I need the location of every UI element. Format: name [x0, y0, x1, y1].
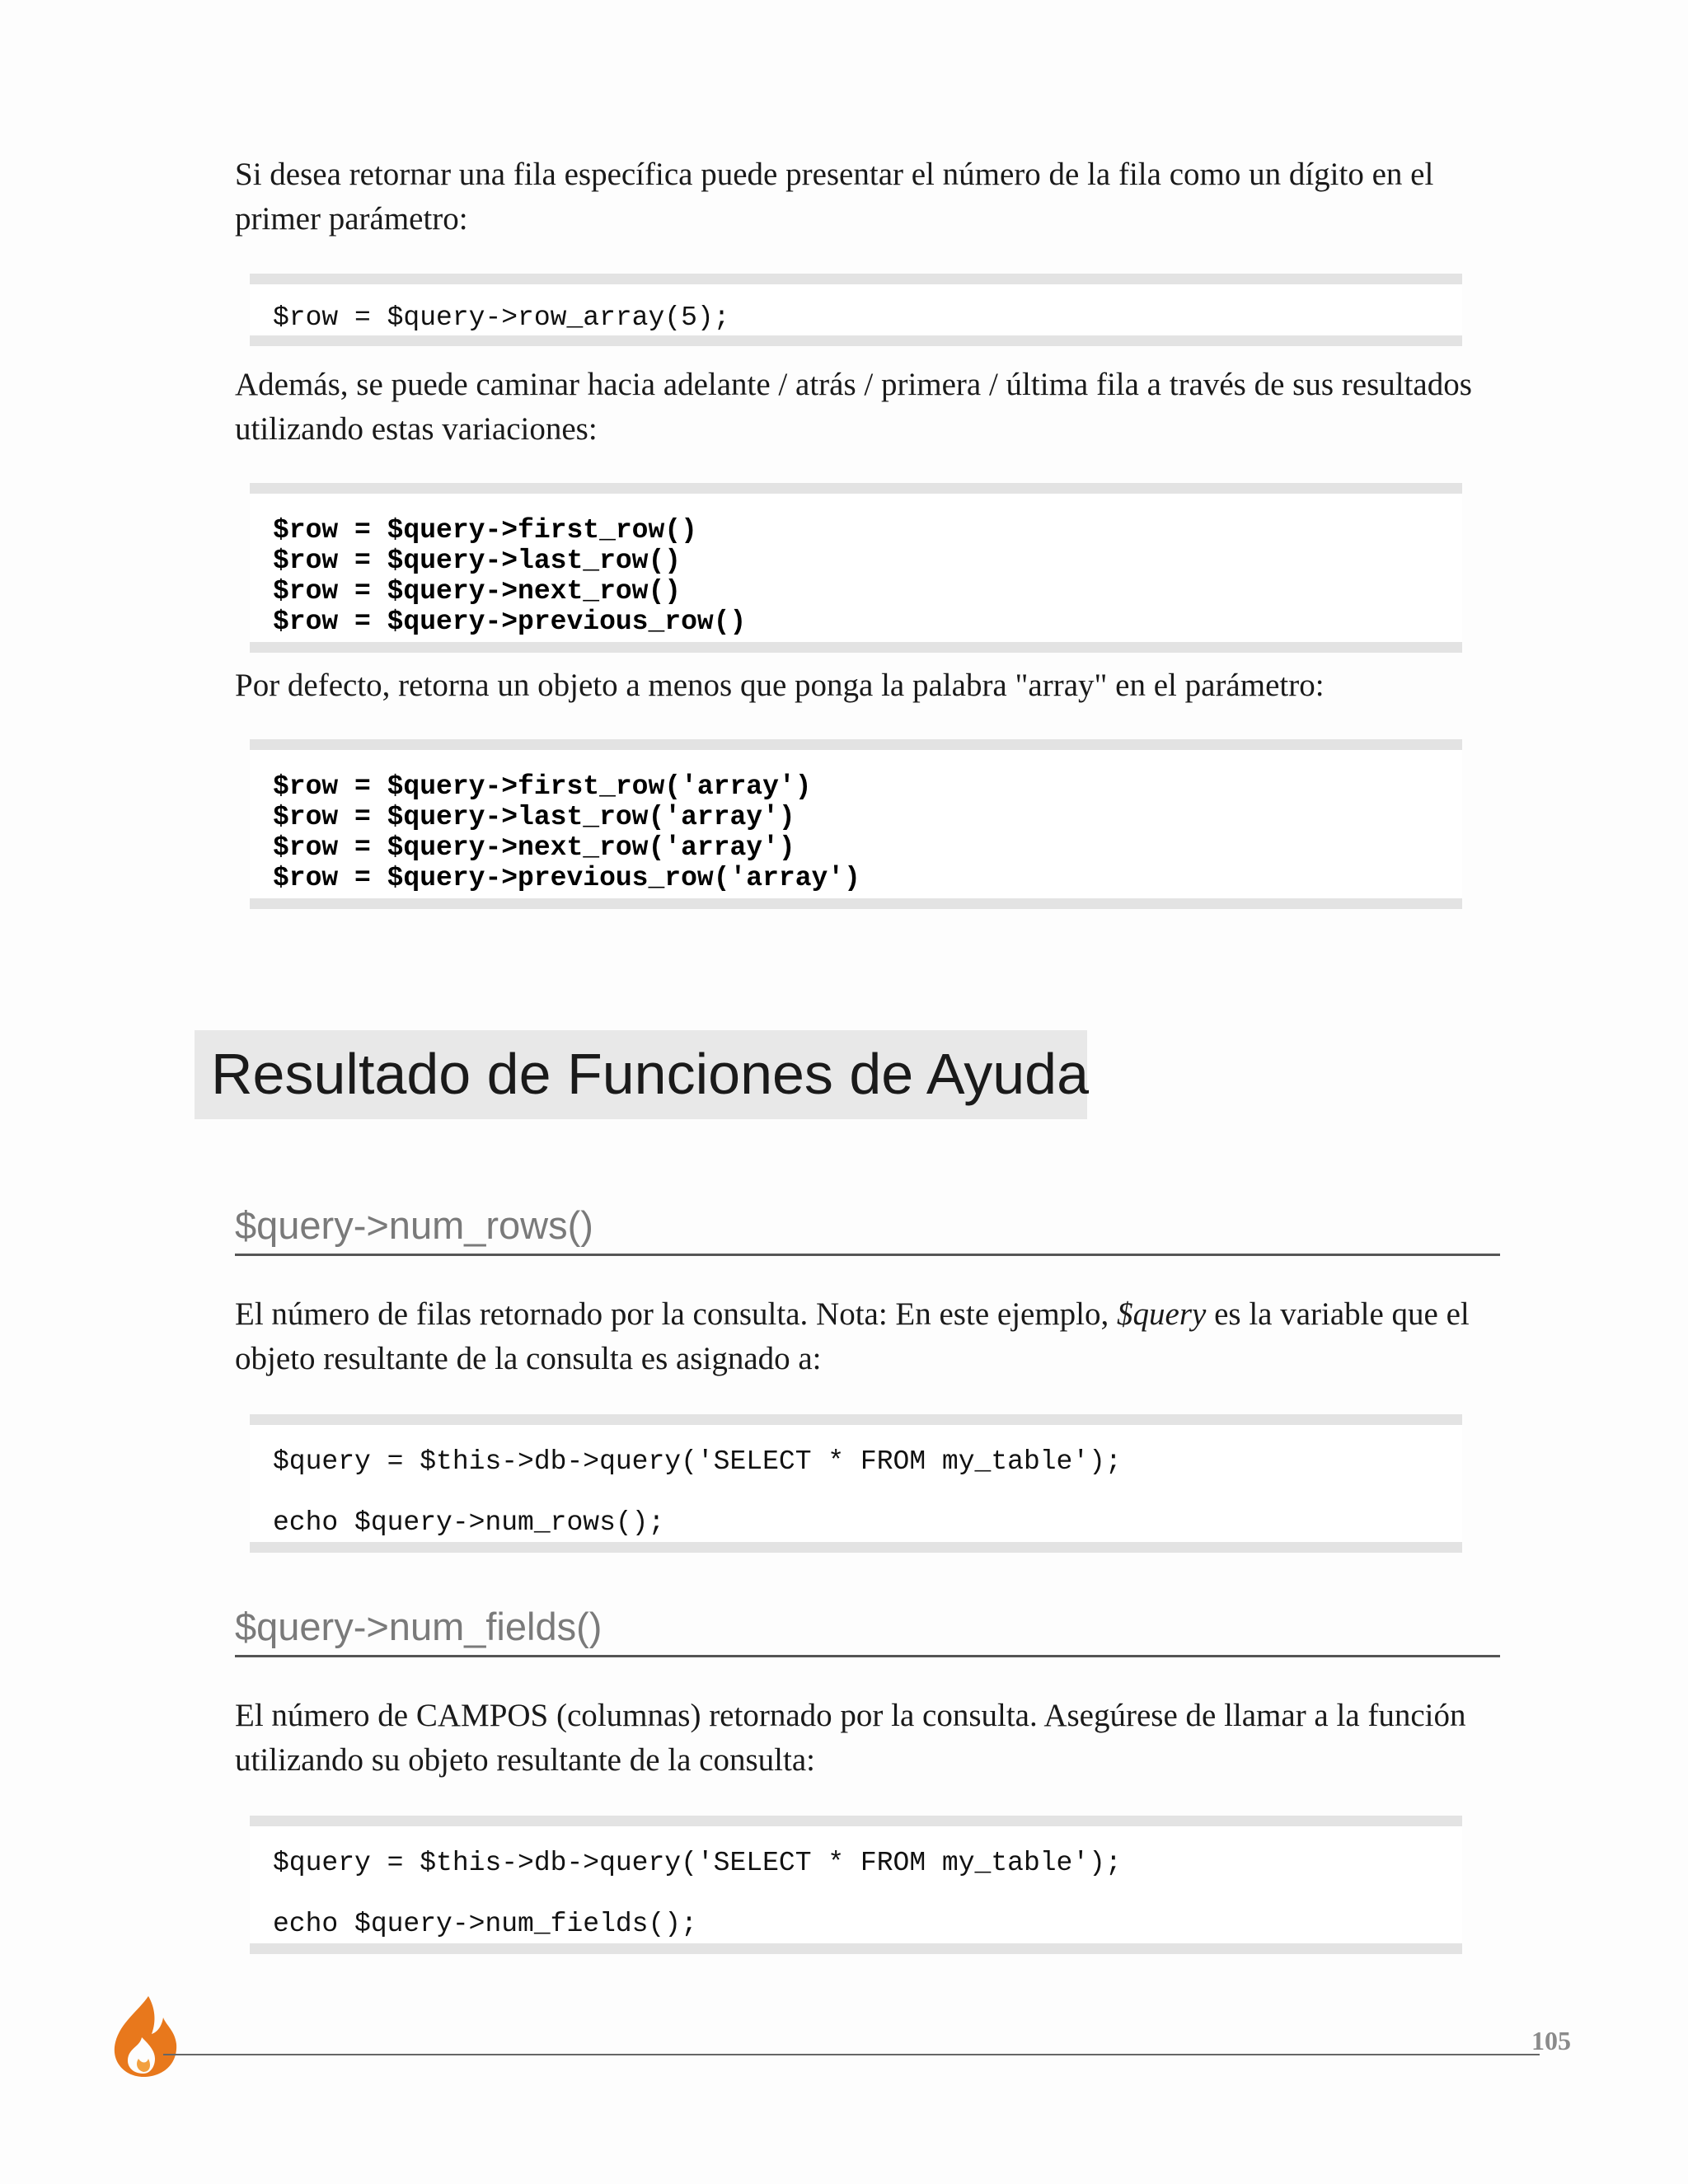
page-number: 105 — [1531, 2026, 1571, 2055]
heading-num-rows: $query->num_rows() — [235, 1201, 1500, 1256]
code-line — [273, 1477, 1462, 1507]
code-line: $row = $query->previous_row() — [273, 607, 747, 637]
code-block-row-navigation — [250, 483, 1462, 653]
code-line: $row = $query->next_row('array') — [273, 832, 795, 863]
text-segment: El número de filas retornado por la consulta. Nota: En este ejemplo, — [235, 1296, 1118, 1332]
code-line: $row = $query->previous_row('array') — [273, 863, 860, 893]
paragraph-num-rows — [235, 1292, 1504, 1381]
code-line: $row = $query->last_row() — [273, 546, 682, 576]
code-line: $row = $query->first_row() — [273, 515, 697, 546]
paragraph-num-fields: El número de CAMPOS (columnas) retornado por la consulta. Asegúrese de llamar a la función utilizando su objeto resultante de la consulta: — [235, 1698, 1466, 1778]
section-title: Resultado de Funciones de Ayuda — [211, 1042, 1090, 1106]
code-line: $query = $this->db->query('SELECT * FROM my_table'); — [273, 1848, 1122, 1878]
code-line: $row = $query->row_array(5); — [273, 302, 730, 333]
text-segment: es la variable que el objeto resultante de la consulta es asignado a: — [235, 1296, 1470, 1376]
code-line — [273, 1878, 1462, 1909]
code-line: $row = $query->last_row('array') — [273, 802, 795, 832]
heading-num-fields: $query->num_fields() — [235, 1602, 1500, 1657]
italic-variable: $query — [1117, 1296, 1207, 1332]
code-block-row-array-navigation — [250, 739, 1462, 909]
paragraph-row-number: Si desea retornar una fila específica puede presentar el número de la fila como un dígito en el primer parámetro: — [235, 157, 1434, 237]
code-line: $query = $this->db->query('SELECT * FROM my_table'); — [273, 1446, 1122, 1477]
footer-divider — [163, 2054, 1540, 2055]
paragraph-navigation-variations: Además, se puede caminar hacia adelante / atrás / primera / última fila a través de sus resultados utilizando estas variaciones: — [235, 367, 1472, 447]
paragraph-default-object: Por defecto, retorna un objeto a menos que ponga la palabra "array" en el parámetro: — [235, 668, 1325, 703]
code-line: echo $query->num_fields(); — [273, 1909, 697, 1939]
code-line: echo $query->num_rows(); — [273, 1507, 665, 1538]
code-block-row-array — [250, 274, 1462, 346]
flame-logo-icon — [106, 1993, 181, 2079]
code-block-num-fields — [250, 1816, 1462, 1954]
code-line: $row = $query->next_row() — [273, 576, 682, 607]
code-block-num-rows — [250, 1414, 1462, 1553]
code-line: $row = $query->first_row('array') — [273, 771, 812, 802]
